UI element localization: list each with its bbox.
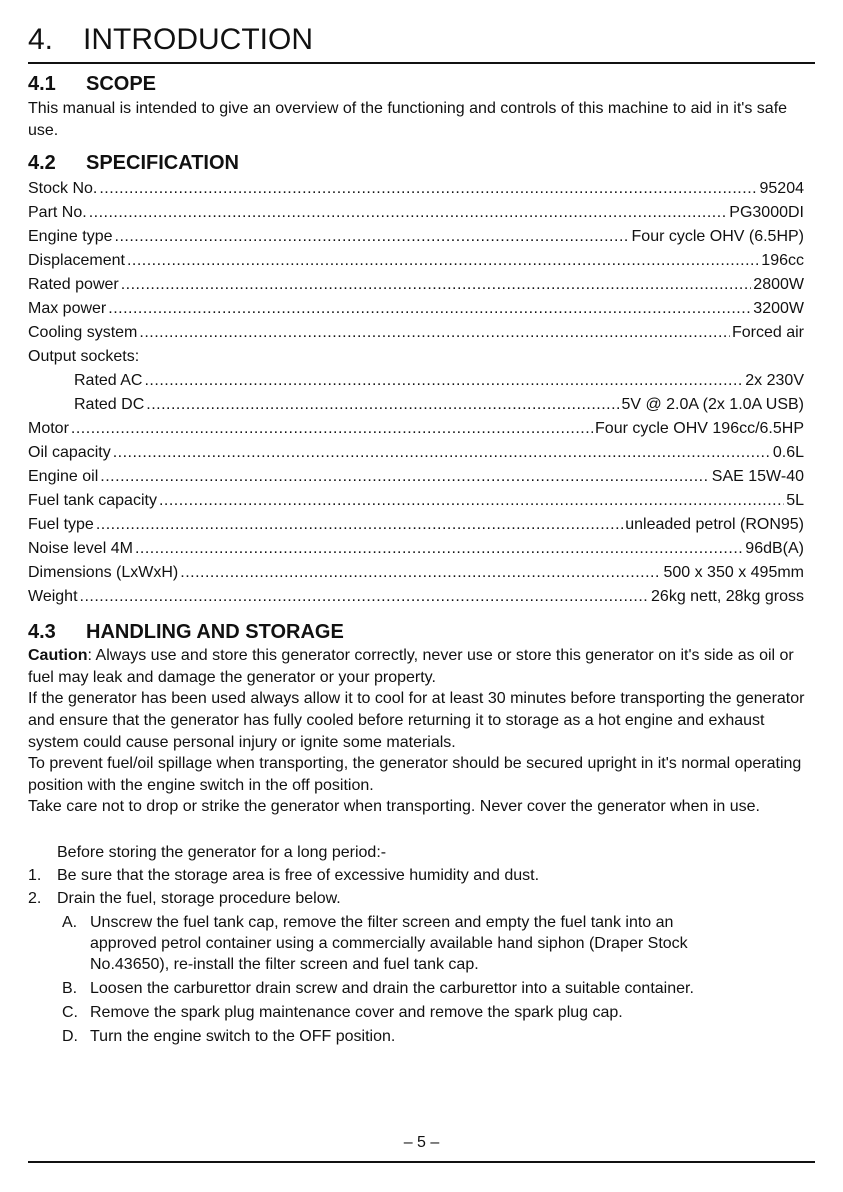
leader-dots — [121, 273, 752, 297]
care-paragraph: Take care not to drop or strike the generator when transporting. Never cover the generator when in use. — [28, 798, 760, 815]
substep-line: Remove the spark plug maintenance cover and remove the spark plug cap. — [90, 1004, 623, 1021]
spec-value: Forced air — [731, 324, 804, 341]
leader-dots — [89, 201, 728, 225]
spec-value: PG3000DI — [729, 204, 804, 221]
scope-title: SCOPE — [86, 73, 157, 95]
top-rule — [28, 62, 815, 64]
spec-value: Four cycle OHV (6.5HP) — [631, 228, 804, 245]
spec-row-displacement — [28, 249, 804, 273]
spec-value: 2800W — [753, 276, 804, 293]
leader-dots — [99, 177, 757, 201]
substep-marker: C. — [62, 1004, 78, 1021]
spec-row-noise-level — [28, 537, 804, 561]
spec-value: 5V @ 2.0A (2x 1.0A USB) — [621, 396, 804, 413]
spec-label: Motor — [28, 420, 69, 437]
spec-value: Four cycle OHV 196cc/6.5HP — [595, 420, 804, 437]
spec-row-engine-oil — [28, 465, 804, 489]
spec-value: unleaded petrol (RON95) — [625, 516, 804, 533]
leader-dots — [135, 537, 743, 561]
specification-title: SPECIFICATION — [86, 152, 239, 174]
spec-label: Displacement — [28, 252, 125, 269]
spec-row-dimensions — [28, 561, 804, 585]
spec-label: Rated DC — [74, 396, 145, 413]
storage-procedure — [28, 842, 816, 1052]
step-text: Be sure that the storage area is free of excessive humidity and dust. — [57, 867, 540, 884]
section-number: 4. — [28, 23, 54, 56]
spec-label: Stock No. — [28, 180, 98, 197]
spec-label: Fuel tank capacity — [28, 492, 157, 509]
spec-label: Dimensions (LxWxH) — [28, 564, 179, 581]
step-marker: 2. — [28, 890, 42, 907]
spec-value: 196cc — [761, 252, 804, 269]
leader-dots — [108, 297, 751, 321]
spec-row-rated-power — [28, 273, 804, 297]
spec-value: 0.6L — [772, 444, 804, 461]
substep-line: Loosen the carburettor drain screw and drain the carburettor into a suitable container. — [90, 980, 694, 997]
scope-heading — [28, 72, 156, 96]
spec-label: Part No. — [28, 204, 87, 221]
spec-label: Engine type — [28, 228, 113, 245]
leader-dots — [139, 321, 730, 345]
caution-label: Caution — [28, 647, 88, 664]
spec-value: 26kg nett, 28kg gross — [651, 588, 804, 605]
spec-value: 5L — [786, 492, 804, 509]
spec-label: Rated power — [28, 276, 119, 293]
section-title: INTRODUCTION — [83, 23, 313, 56]
spec-value: 2x 230V — [745, 372, 804, 389]
spec-value: 3200W — [753, 300, 804, 317]
leader-dots — [71, 417, 593, 441]
substep-line: approved petrol container using a commercially available hand siphon (Draper Stock — [90, 935, 688, 952]
spec-row-oil-capacity — [28, 441, 804, 465]
handling-title: HANDLING AND STORAGE — [86, 621, 344, 643]
leader-dots — [144, 369, 743, 393]
substep-line: Turn the engine switch to the OFF position. — [90, 1028, 396, 1045]
leader-dots — [100, 465, 710, 489]
spec-row-max-power — [28, 297, 804, 321]
leader-dots — [115, 225, 630, 249]
spec-label: Rated AC — [74, 372, 143, 389]
caution-text: : Always use and store this generator correctly, never use or store this generator on it's side as oil or fuel may leak and damage the generator or your property. — [28, 647, 794, 686]
caution-paragraph — [28, 645, 816, 689]
leader-dots — [127, 249, 759, 273]
leader-dots — [146, 393, 619, 417]
spec-row-output-sockets — [28, 345, 804, 369]
leader-dots — [159, 489, 784, 513]
step-text: Drain the fuel, storage procedure below. — [57, 890, 341, 907]
spec-row-fuel-tank-capacity — [28, 489, 804, 513]
spec-row-engine-type — [28, 225, 804, 249]
handling-number: 4.3 — [28, 621, 56, 643]
spec-row-cooling-system — [28, 321, 804, 345]
spec-value: 500 x 350 x 495mm — [663, 564, 804, 581]
spec-label: Cooling system — [28, 324, 138, 341]
spec-label: Output sockets: — [28, 348, 140, 365]
spec-label: Weight — [28, 588, 78, 605]
substep-line: Unscrew the fuel tank cap, remove the filter screen and empty the fuel tank into an — [90, 914, 674, 931]
transport-paragraph: To prevent fuel/oil spillage when transporting, the generator should be secured upright in it's normal operating position with the engine switch in the off position. — [28, 755, 802, 794]
spec-row-part-no — [28, 201, 804, 225]
substep-marker: D. — [62, 1028, 78, 1045]
bottom-rule — [28, 1161, 815, 1163]
spec-row-rated-dc — [28, 393, 804, 417]
specification-heading — [28, 151, 239, 175]
spec-row-rated-ac — [28, 369, 804, 393]
spec-value: 95204 — [759, 180, 804, 197]
spec-label: Noise level 4M — [28, 540, 133, 557]
scope-number: 4.1 — [28, 73, 56, 95]
spec-row-fuel-type — [28, 513, 804, 537]
leader-dots — [180, 561, 661, 585]
storage-intro: Before storing the generator for a long period:- — [57, 844, 387, 861]
specification-table — [28, 177, 804, 609]
leader-dots — [113, 441, 771, 465]
spec-row-motor — [28, 417, 804, 441]
step-marker: 1. — [28, 867, 42, 884]
handling-heading — [28, 620, 344, 644]
spec-label: Fuel type — [28, 516, 94, 533]
substep-marker: B. — [62, 980, 78, 997]
leader-dots — [96, 513, 623, 537]
cooling-paragraph: If the generator has been used always allow it to cool for at least 30 minutes before transporting the generator and ensure that the generator has fully cooled before returning it to storage as a hot engine and exhaust system could cause personal injury or ignite some materials. — [28, 690, 805, 751]
substep-marker: A. — [62, 914, 78, 931]
spec-row-stock-no — [28, 177, 804, 201]
page-number: – 5 – — [403, 1134, 440, 1151]
spec-label: Engine oil — [28, 468, 99, 485]
spec-label: Max power — [28, 300, 107, 317]
substep-line: No.43650), re-install the filter screen and fuel tank cap. — [90, 956, 479, 973]
spec-value: 96dB(A) — [745, 540, 804, 557]
section-heading — [28, 22, 313, 58]
spec-label: Oil capacity — [28, 444, 111, 461]
scope-text: This manual is intended to give an overview of the functioning and controls of this machine to aid in it's safe use. — [28, 100, 788, 139]
specification-number: 4.2 — [28, 152, 56, 174]
leader-dots — [80, 585, 650, 609]
spec-row-weight — [28, 585, 804, 609]
spec-value: SAE 15W-40 — [711, 468, 804, 485]
